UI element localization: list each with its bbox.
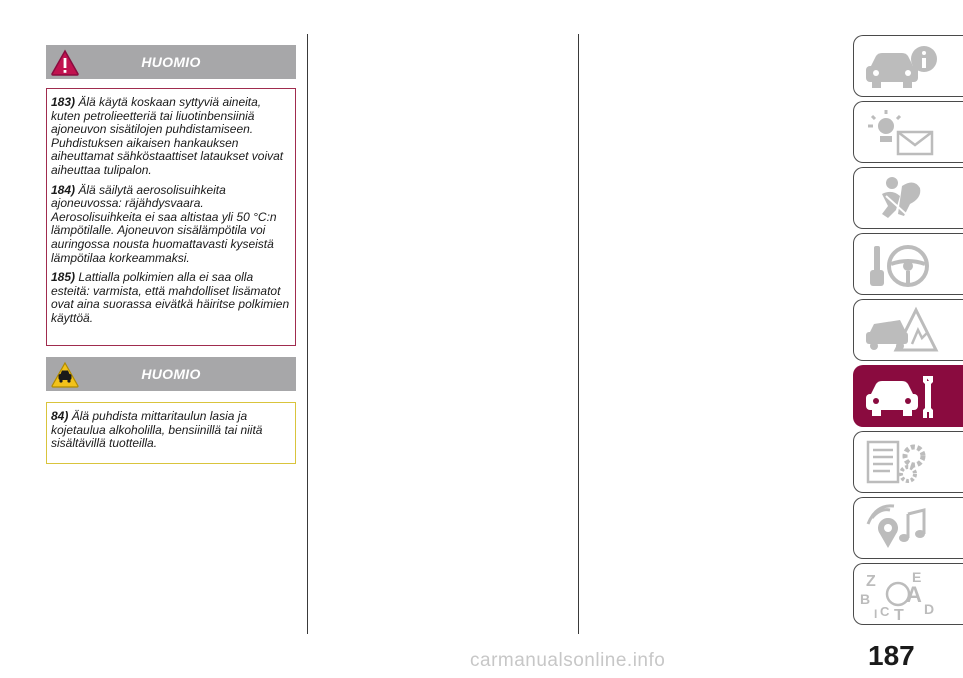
caution-body — [46, 402, 296, 464]
tab-vehicle-info[interactable] — [853, 35, 963, 97]
index-letter: T — [894, 607, 904, 624]
airbag-seat-icon — [862, 174, 942, 224]
tab-maintenance[interactable] — [853, 365, 963, 427]
index-letter: E — [912, 569, 922, 585]
specs-gears-icon — [862, 438, 942, 488]
index-letter: D — [924, 601, 935, 617]
warning-item: 183) Älä käytä koskaan syttyviä aineita, kuten petrolieetteriä tai liuotinbensiiniä ajoneuvon sisätilojen puhdistamiseen. Puhdistuksen aikaisen hankauksen aiheuttamat sähköstaattiset lataukset voivat aiheuttaa tulipalon. — [51, 95, 284, 177]
index-letter: B — [860, 591, 871, 607]
caution-item: 84) Älä puhdista mittaritaulun lasia ja kojetaulua alkoholilla, bensiinillä tai niitä sisältävillä tuotteilla. — [51, 409, 263, 451]
tab-multimedia[interactable] — [853, 497, 963, 559]
warning-item: 185) Lattialla polkimien alla ei saa olla esteitä: varmista, että mahdolliset lisämatot ovat aina suorassa eivätkä häiritse polkimien käyttöä. — [51, 270, 290, 325]
index-letter: C — [880, 604, 890, 619]
index-letter: Z — [866, 573, 876, 590]
index-letter: A — [906, 582, 922, 607]
tab-emergency[interactable] — [853, 299, 963, 361]
car-info-icon — [862, 42, 942, 92]
index-letter: I — [874, 607, 878, 621]
column-divider-left — [307, 34, 308, 634]
lights-message-icon — [862, 108, 942, 158]
page-number: 187 — [868, 640, 915, 671]
warning-triangle-icon — [50, 49, 80, 82]
warning-title: HUOMIO — [141, 54, 201, 70]
warning-body — [46, 88, 296, 346]
car-crash-warning-icon — [862, 306, 942, 356]
tab-safety[interactable] — [853, 167, 963, 229]
warning-item: 184) Älä säilytä aerosolisuihkeita ajoneuvossa: räjähdysvaara. Aerosolisuihkeita ei saa altistaa yli 50 °C:n lämpötilalle. Ajoneuvon sisälämpötila voi auringossa nousta huomattavasti kyseistä lämpötilaa korkeammaksi. — [51, 182, 277, 265]
car-wrench-icon — [862, 372, 942, 422]
alphabetical-index-icon — [860, 569, 942, 624]
multimedia-icon — [862, 504, 942, 554]
key-steering-wheel-icon — [862, 240, 942, 290]
tab-technical-data[interactable] — [853, 431, 963, 493]
car-skid-icon — [50, 361, 80, 394]
tab-starting-driving[interactable] — [853, 233, 963, 295]
tab-lights-messages[interactable] — [853, 101, 963, 163]
caution-title: HUOMIO — [141, 366, 201, 382]
caution-header — [46, 357, 296, 391]
tab-index[interactable] — [853, 563, 963, 625]
watermark: carmanualsonline.info — [470, 650, 666, 671]
warning-header — [46, 45, 296, 79]
column-divider-right — [578, 34, 579, 634]
